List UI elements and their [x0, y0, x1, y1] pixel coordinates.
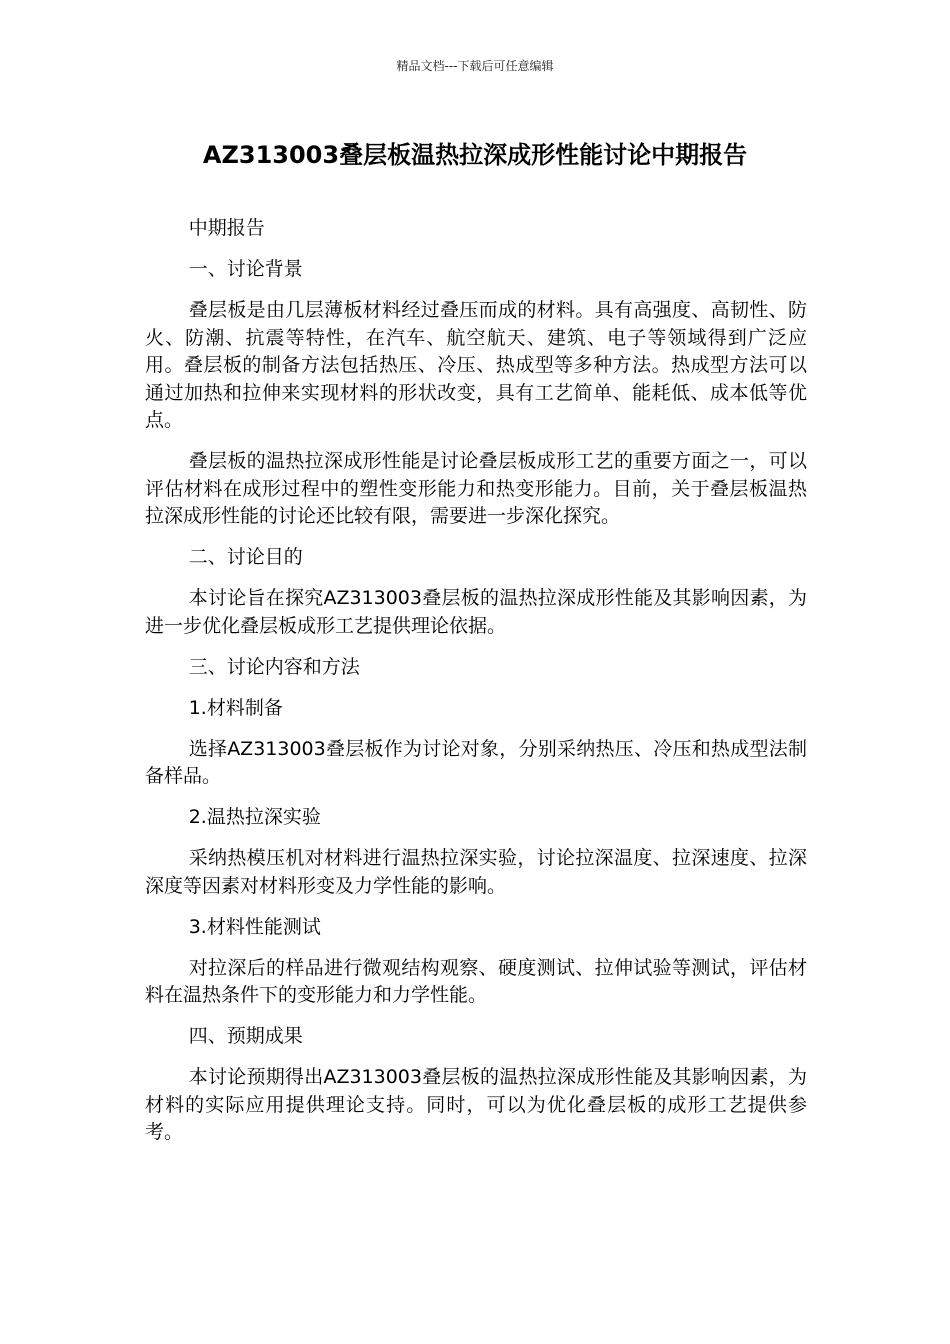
- paragraph-material-prep: 选择AZ313003叠层板作为讨论对象，分别采纳热压、冷压和热成型法制备样品。: [145, 737, 807, 787]
- paragraph-drawing-experiment: 采纳热模压机对材料进行温热拉深实验，讨论拉深温度、拉深速度、拉深深度等因素对材料形变及力学性能的影响。: [145, 847, 807, 897]
- paragraph-report-label: 中期报告: [188, 217, 265, 239]
- subheading-performance-test: 3.材料性能测试: [188, 915, 321, 938]
- subheading-drawing-experiment: 2.温热拉深实验: [188, 806, 321, 828]
- paragraph-background-2: 叠层板的温热拉深成形性能是讨论叠层板成形工艺的重要方面之一，可以评估材料在成形过程中的塑性变形能力和热变形能力。目前，关于叠层板温热拉深成形性能的讨论还比较有限，需要进一步深化探究。: [145, 450, 807, 527]
- document-title: AZ313003叠层板温热拉深成形性能讨论中期报告: [202, 141, 748, 169]
- paragraph-background-1: 叠层板是由几层薄板材料经过叠压而成的材料。具有高强度、高韧性、防火、防潮、抗震等特性，在汽车、航空航天、建筑、电子等领域得到广泛应用。叠层板的制备方法包括热压、冷压、热成型等多种方法。热成型方法可以通过加热和拉伸来实现材料的形状改变，具有工艺简单、能耗低、成本低等优点。: [145, 299, 807, 431]
- heading-content-method: 三、讨论内容和方法: [188, 655, 360, 678]
- subheading-material-prep: 1.材料制备: [188, 696, 283, 719]
- document-body: [145, 215, 807, 1160]
- paragraph-purpose: 本讨论旨在探究AZ313003叠层板的温热拉深成形性能及其影响因素，为进一步优化叠层板成形工艺提供理论依据。: [145, 587, 807, 637]
- paragraph-expected-results: 本讨论预期得出AZ313003叠层板的温热拉深成形性能及其影响因素，为材料的实际应用提供理论支持。同时，可以为优化叠层板的成形工艺提供参考。: [145, 1066, 807, 1143]
- header-note: 精品文档---下载后可任意编辑: [396, 59, 554, 73]
- heading-background: 一、讨论背景: [188, 258, 303, 280]
- heading-expected-results: 四、预期成果: [188, 1025, 303, 1047]
- heading-purpose: 二、讨论目的: [188, 546, 303, 568]
- paragraph-performance-test: 对拉深后的样品进行微观结构观察、硬度测试、拉伸试验等测试，评估材料在温热条件下的变形能力和力学性能。: [145, 956, 807, 1006]
